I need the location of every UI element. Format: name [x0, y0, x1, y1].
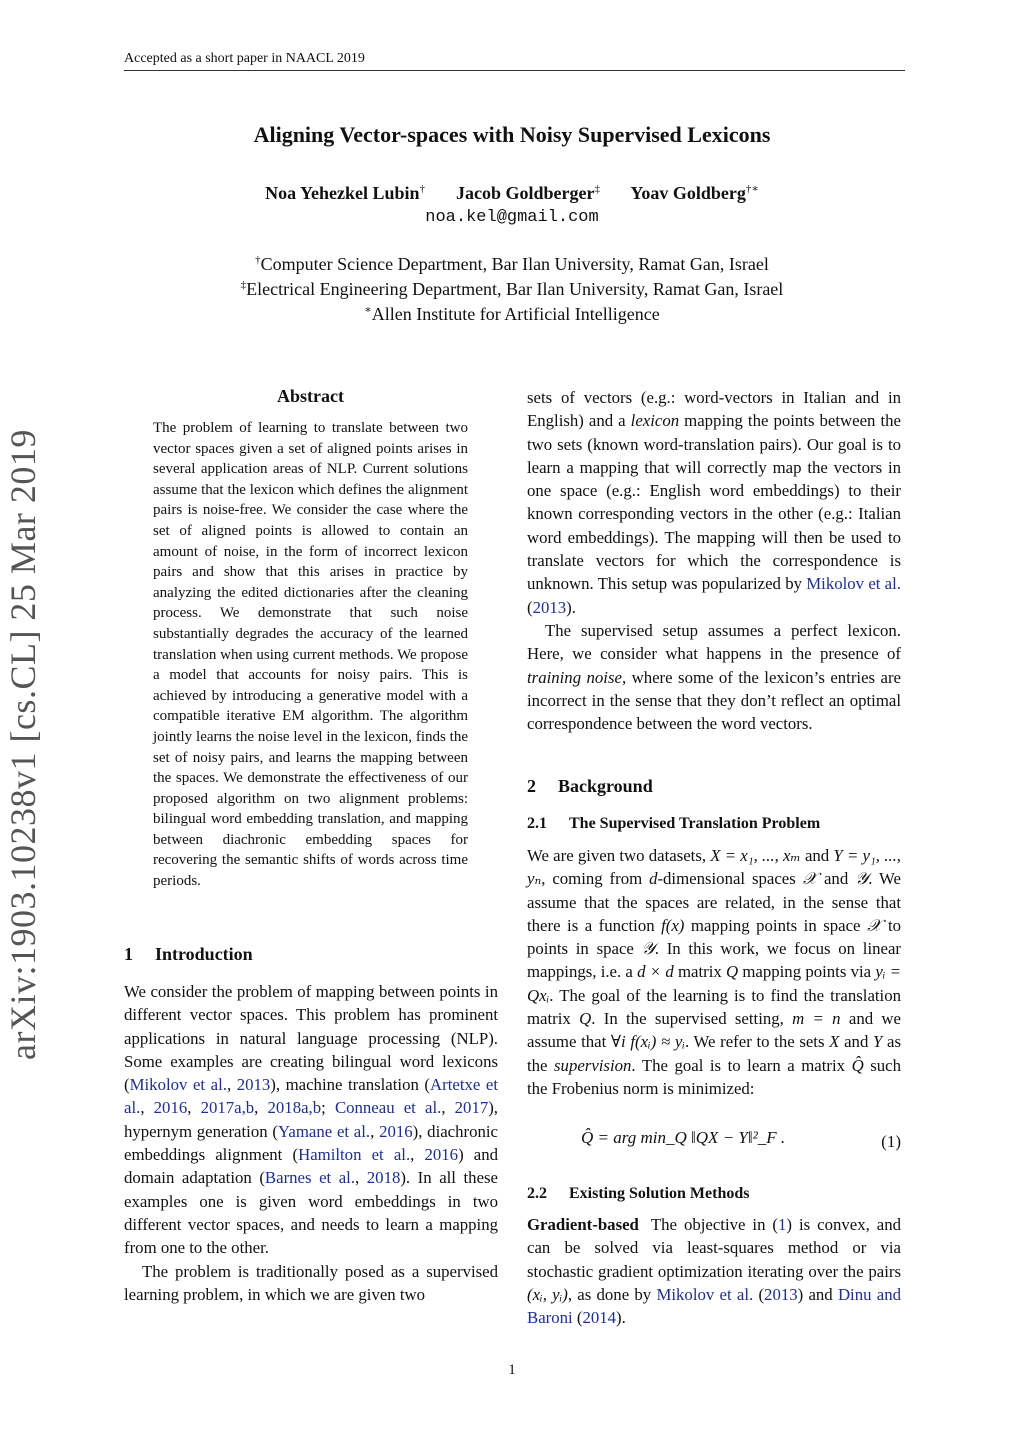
text-run: as the [527, 1032, 901, 1075]
text-run: We consider the problem of mapping between points in different vector spaces. This problem has prominent applications in natural language processing (NLP). Some examples are creating bilingual word lexicons ( [124, 982, 498, 1095]
equation-ref-link[interactable]: 1 [778, 1215, 787, 1234]
text-run: ; [321, 1098, 335, 1118]
math: d [649, 869, 658, 889]
subsection-heading [527, 1185, 901, 1203]
math: 𝒳 [802, 869, 818, 889]
text-run: to points in space [527, 915, 901, 959]
text-run: ( [572, 1308, 583, 1328]
math: ∀i f(xᵢ) ≈ yᵢ [610, 1032, 685, 1052]
affiliation-text: Computer Science Department, Bar Ilan University, Ramat Gan, Israel [260, 254, 769, 274]
emphasis: lexicon [630, 411, 680, 431]
subsection-heading [527, 815, 901, 833]
math: Q [579, 1009, 592, 1029]
abstract-heading: Abstract [277, 386, 344, 406]
text-run: ) and [797, 1284, 838, 1304]
author-mark: †∗ [745, 183, 759, 195]
affiliation-text: Allen Institute for Artificial Intelligence [371, 304, 660, 324]
math: 𝒴 [641, 939, 655, 959]
text-run: ) and domain adaptation ( [124, 1145, 499, 1188]
section-number: 1 [124, 944, 133, 964]
math: f(x) [661, 915, 685, 935]
paragraph [527, 619, 901, 735]
citation-link[interactable]: 2018a,b [267, 1098, 322, 1118]
text-run: . We refer to the sets [684, 1032, 830, 1052]
arxiv-stamp: arXiv:1903.10238v1 [cs.CL] 25 Mar 2019 [3, 429, 43, 1060]
text-run: . The goal of the learning is to find the translation matrix [527, 985, 901, 1029]
citation-link[interactable]: Hamilton et al. [298, 1145, 411, 1165]
text-run: and [800, 846, 834, 865]
section-heading-background [527, 776, 901, 797]
page-number: 1 [508, 1362, 516, 1378]
subsection-title: Existing Solution Methods [569, 1185, 750, 1202]
paragraph [124, 980, 498, 1260]
citation-link[interactable]: Dinu and Baroni [527, 1284, 901, 1328]
affiliation [0, 303, 1024, 325]
text-run: , where some of the lexicon’s entries are incorrect in the sense that they don’t reflect an optimal correspondence between the word vectors. [527, 667, 901, 734]
affiliation-text: Electrical Engineering Department, Bar Ilan University, Ramat Gan, Israel [246, 279, 784, 299]
citation-link[interactable]: 2014 [582, 1308, 617, 1328]
citation-link[interactable]: 2016 [153, 1098, 188, 1118]
section-number: 2 [527, 776, 536, 796]
paragraph: The problem is traditionally posed as a supervised learning problem, in which we are given two [124, 1261, 498, 1304]
text-run: , [226, 1075, 237, 1095]
emphasis: supervision [554, 1055, 632, 1075]
author-mark: ‡ [594, 183, 600, 195]
text-run: . We assume that the spaces are related, in the sense that there is a function [527, 869, 902, 935]
text-run: , [410, 1145, 425, 1165]
section-title: Introduction [155, 944, 253, 964]
math: yᵢ = Qxᵢ [527, 962, 901, 1005]
text-run: ). In all these examples one is given word embeddings in two different vector spaces, and needs to learn a mapping from one to the other. [124, 1168, 498, 1258]
text-run: matrix [673, 962, 726, 982]
introduction-body [124, 980, 498, 1306]
existing-methods-body [527, 1213, 901, 1329]
author-name: Yoav Goldberg [630, 183, 746, 203]
text-run: and we assume that [527, 1009, 901, 1052]
text-run: ) is convex, and can be solved via least-squares method or via stochastic gradient optimization iterating over the pairs [527, 1215, 901, 1281]
math: X = x₁, ..., xₘ [710, 846, 801, 865]
supervised-problem-body [527, 844, 901, 1100]
text-run: , as done by [567, 1284, 657, 1304]
text-run: and [817, 869, 856, 889]
math: Y = y₁, ..., yₙ [527, 846, 901, 889]
affiliation [0, 254, 1024, 275]
text-run: , [355, 1168, 367, 1188]
citation-link[interactable]: Artetxe et al. [124, 1075, 498, 1118]
author-list [0, 182, 1024, 204]
equation-body: Q̂ = arg min_Q ‖QX − Y‖²_F . [581, 1128, 786, 1147]
citation-link[interactable]: 2018 [366, 1168, 401, 1188]
subsection-number: 2.1 [527, 815, 547, 832]
text-run: . In the supervised setting, [591, 1009, 793, 1029]
citation-link[interactable]: 2017a,b [200, 1098, 255, 1118]
text-run: ( [527, 597, 533, 617]
citation-link[interactable]: Mikolov et al. [129, 1075, 227, 1095]
math: Q [726, 962, 739, 982]
math: X [829, 1032, 840, 1052]
emphasis: training noise [527, 667, 622, 687]
text-run: mapping points via [738, 962, 876, 982]
math: 𝒴 [855, 869, 869, 889]
citation-link[interactable]: Mikolov et al. [806, 574, 901, 594]
subsection-number: 2.2 [527, 1185, 547, 1202]
math: 𝒳 [867, 915, 882, 935]
section-title: Background [558, 776, 653, 796]
author-email[interactable]: noa.kel@gmail.com [425, 208, 599, 227]
text-run: ). [616, 1308, 626, 1328]
abstract-text: The problem of learning to translate between two vector spaces given a set of aligned points arises in several application areas of NLP. Current solutions assume that the lexicon which defines the alignment pairs is noise-free. We consider the case where the set of aligned points is allowed to contain an amount of noise, in the form of incorrect lexicon pairs and show that this arises in practice by analyzing the edited dictionaries after the cleaning process. We demonstrate that such noise substantially degrades the accuracy of the learned translation when using current methods. We propose a model that accounts for noisy pairs. This is achieved by introducing a generative model with a compatible iterative EM algorithm. The algorithm jointly learns the noise level in the lexicon, finds the set of noisy pairs, and learns the mapping between the spaces. We demonstrate the effectiveness of our proposed algorithm on two alignment problems: bilingual word embedding translation, and mapping between diachronic embedding spaces for recovering the semantic shifts of words across time periods. [153, 420, 468, 890]
math: Y [873, 1032, 883, 1052]
citation-link[interactable]: Mikolov et al. [656, 1284, 754, 1304]
affiliation-mark: † [255, 254, 261, 266]
text-run: . In this work, we focus on linear mappings, i.e. a [527, 939, 901, 982]
text-run: , [140, 1098, 154, 1118]
citation-link[interactable]: 2016 [379, 1121, 413, 1141]
text-run: , [254, 1098, 268, 1118]
text-run: ), machine translation ( [270, 1075, 430, 1095]
author-mark: † [419, 183, 426, 195]
text-run: , [187, 1098, 201, 1118]
citation-link[interactable]: Barnes et al. [264, 1168, 356, 1188]
citation-link[interactable]: Yamane et al. [277, 1121, 371, 1141]
paragraph [527, 844, 901, 1100]
citation-link[interactable]: 2017 [454, 1098, 489, 1118]
section-heading-introduction [124, 944, 498, 965]
header-rule [124, 70, 905, 71]
text-run: , [441, 1098, 455, 1118]
author-name: Noa Yehezkel Lubin [265, 183, 420, 203]
text-run: We are given two datasets, [527, 846, 711, 865]
math: m = n [792, 1009, 841, 1029]
paragraph [527, 1213, 901, 1329]
running-header: Accepted as a short paper in NAACL 2019 [124, 51, 365, 66]
text-run: , coming from [541, 869, 650, 889]
affiliation-mark: ‡ [240, 279, 247, 291]
citation-link[interactable]: 2013 [236, 1075, 271, 1095]
math: (xᵢ, yᵢ) [527, 1284, 568, 1304]
subsection-title: The Supervised Translation Problem [569, 815, 821, 832]
text-run: ), hypernym generation ( [124, 1098, 499, 1141]
text-run: The supervised setup assumes a perfect lexicon. Here, we consider what happens in the presence of [527, 620, 901, 664]
equation-number: (1) [881, 1132, 901, 1151]
affiliation [0, 279, 1024, 300]
text-run: and [839, 1032, 873, 1052]
paper-title: Aligning Vector-spaces with Noisy Supervised Lexicons [253, 122, 771, 147]
introduction-continued [527, 386, 901, 735]
citation-link[interactable]: Conneau et al. [334, 1098, 442, 1118]
text-run: mapping points in space [684, 915, 867, 935]
citation-link[interactable]: 2016 [424, 1145, 459, 1165]
text-run: such the Frobenius norm is minimized: [527, 1055, 901, 1098]
text-run: ), diachronic embeddings alignment ( [124, 1121, 498, 1165]
text-run: , [370, 1121, 380, 1141]
citation-link[interactable]: 2013 [532, 597, 567, 617]
text-run: . The goal is to learn a matrix [631, 1055, 852, 1075]
text-run: mapping the points between the two sets (known word-translation pairs). Our goal is to learn a mapping that will correctly map the vectors in one space (e.g.: English word embeddings) to their known corresponding vectors in the other (e.g.: Italian word embeddings). The mapping will then be used to translate vectors for which the correspondence is unknown. This setup was popularized by [527, 411, 901, 594]
affiliation-mark: ∗ [364, 304, 372, 316]
text-run: ). [566, 597, 576, 617]
math: d × d [637, 962, 674, 982]
text-run: sets of vectors (e.g.: word-vectors in Italian and in English) and a [527, 388, 901, 431]
paragraph [527, 386, 901, 619]
text-run: The objective in ( [650, 1215, 779, 1234]
text-run: ( [753, 1284, 765, 1304]
text-run: -dimensional spaces [657, 869, 803, 889]
run-in-heading: Gradient-based [527, 1215, 639, 1234]
author-name: Jacob Goldberger [456, 183, 595, 203]
math: Q̂ [851, 1055, 864, 1075]
citation-link[interactable]: 2013 [764, 1284, 798, 1304]
